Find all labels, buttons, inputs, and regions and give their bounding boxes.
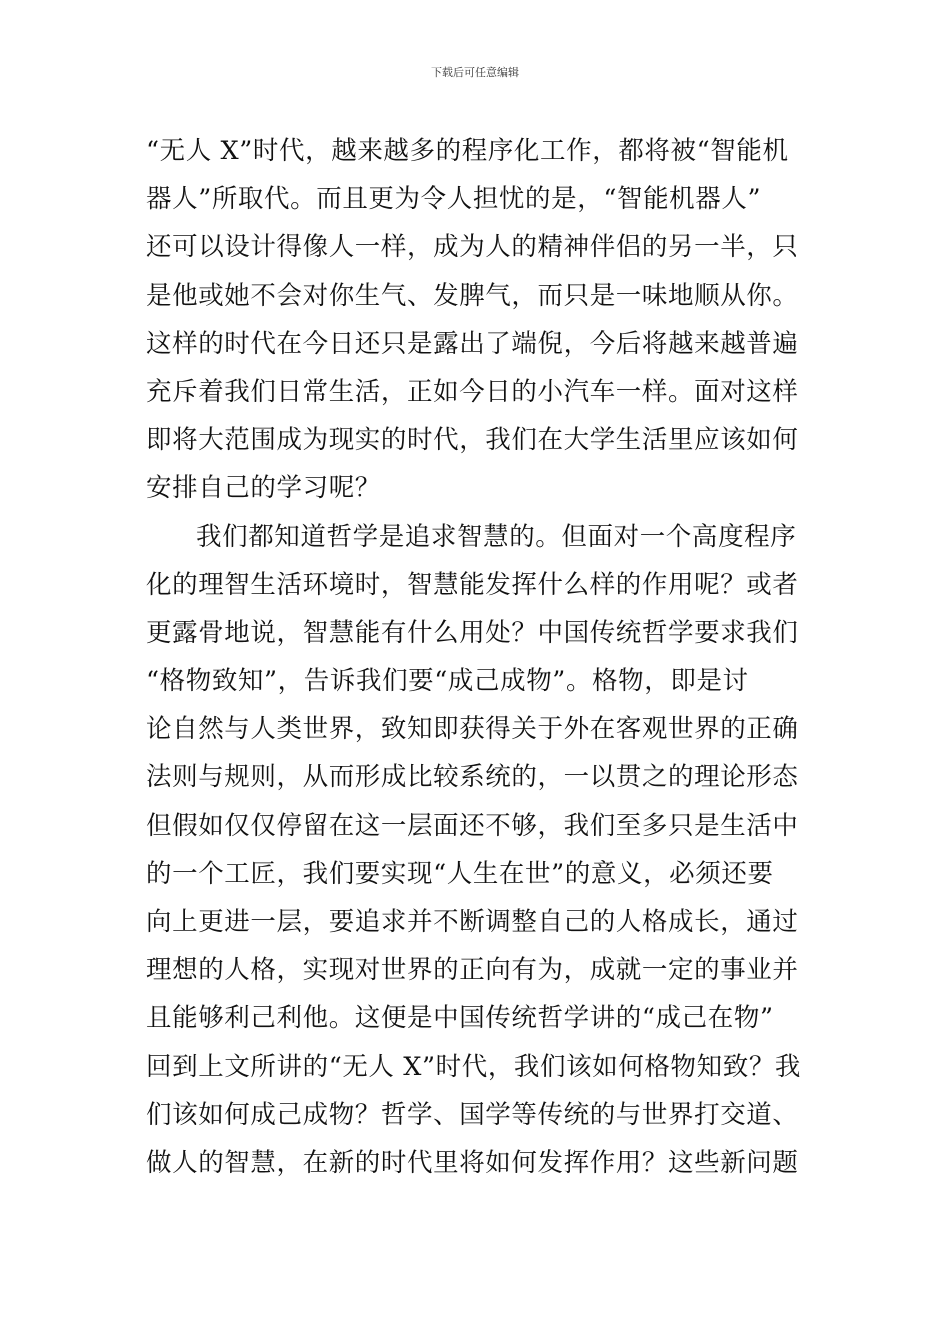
text-line: 们该如何成己成物？哲学、国学等传统的与世界打交道、 bbox=[146, 1099, 799, 1130]
text-line: “无人 X”时代，越来越多的程序化工作，都将被“智能机 bbox=[146, 136, 789, 166]
text-line: 器人”所取代。而且更为令人担忧的是，“智能机器人” bbox=[146, 184, 762, 215]
document-body bbox=[146, 127, 806, 1187]
paragraph-1 bbox=[146, 127, 806, 513]
text-line: 化的理智生活环境时，智慧能发挥什么样的作用呢？或者 bbox=[146, 569, 799, 600]
text-line: 做人的智慧，在新的时代里将如何发挥作用？这些新问题 bbox=[146, 1147, 799, 1178]
text-line: 更露骨地说，智慧能有什么用处？中国传统哲学要求我们 bbox=[146, 617, 799, 648]
text-line: 法则与规则，从而形成比较系统的，一以贯之的理论形态 bbox=[146, 762, 799, 793]
text-line: 论自然与人类世界，致知即获得关于外在客观世界的正确 bbox=[146, 714, 799, 745]
text-line: 这样的时代在今日还只是露出了端倪，今后将越来越普遍 bbox=[146, 328, 799, 359]
text-line: 是他或她不会对你生气、发脾气，而只是一味地顺从你。 bbox=[146, 280, 799, 311]
text-line: 但假如仅仅停留在这一层面还不够，我们至多只是生活中 bbox=[146, 810, 799, 841]
text-line: “格物致知”，告诉我们要“成己成物”。格物，即是讨 bbox=[146, 666, 749, 697]
text-line: 还可以设计得像人一样，成为人的精神伴侣的另一半，只 bbox=[146, 232, 799, 263]
text-line: 理想的人格，实现对世界的正向有为，成就一定的事业并 bbox=[146, 955, 799, 986]
text-line: 即将大范围成为现实的时代，我们在大学生活里应该如何 bbox=[146, 425, 799, 456]
text-line: 安排自己的学习呢？ bbox=[146, 473, 381, 504]
text-line: 的一个工匠，我们要实现“人生在世”的意义，必须还要 bbox=[146, 858, 774, 889]
text-line: 回到上文所讲的“无人 X”时代，我们该如何格物知致？我 bbox=[146, 1051, 802, 1082]
text-line: 且能够利己利他。这便是中国传统哲学讲的“成己在物” bbox=[146, 1003, 774, 1034]
text-line: 充斥着我们日常生活，正如今日的小汽车一样。面对这样 bbox=[146, 376, 799, 407]
text-line-indented: 我们都知道哲学是追求智慧的。但面对一个高度程序 bbox=[196, 521, 797, 552]
text-line: 向上更进一层，要追求并不断调整自己的人格成长，通过 bbox=[146, 907, 799, 937]
page-header: 下载后可任意编辑 bbox=[431, 66, 519, 79]
paragraph-2 bbox=[146, 513, 806, 1188]
